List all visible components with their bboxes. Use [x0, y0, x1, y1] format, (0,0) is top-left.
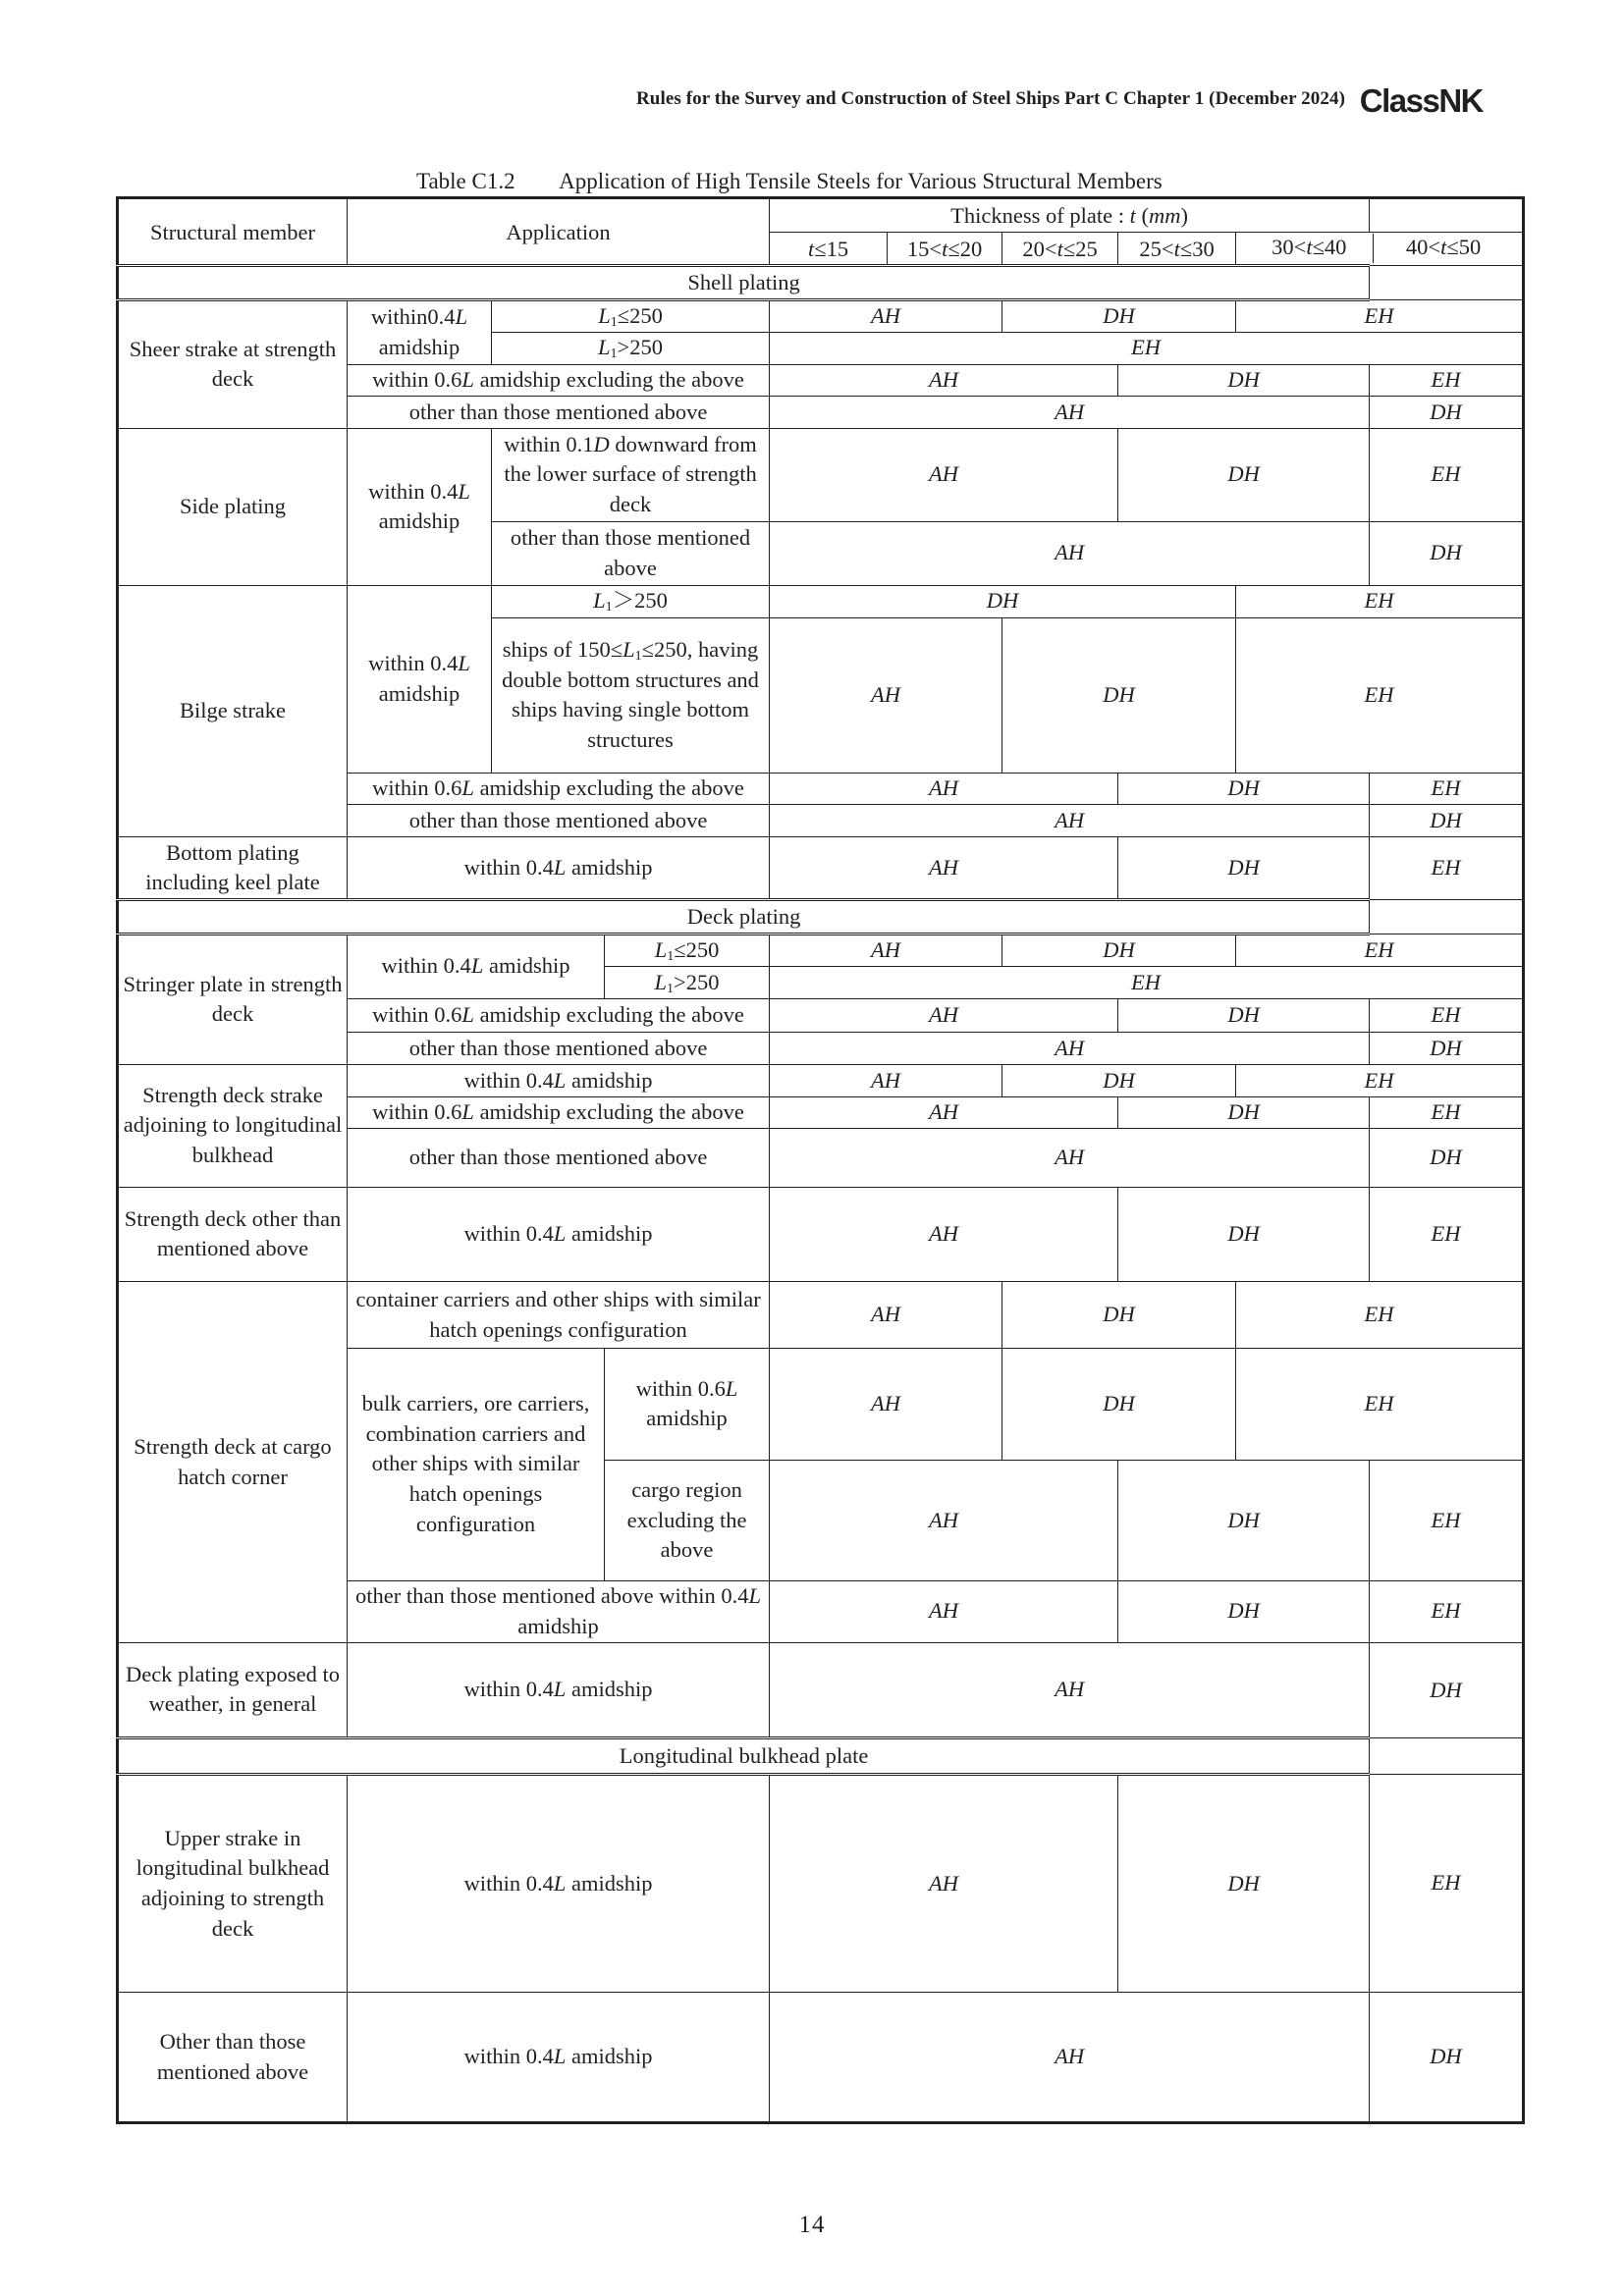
- grade-cell: AH: [770, 1774, 1118, 1992]
- grade-cell: AH: [770, 1129, 1370, 1187]
- hatch-app-2: bulk carriers, ore carriers, combination carriers and other ships with similar hatch openings configuration: [348, 1348, 605, 1580]
- strake-app-1: within 0.4L amidship: [348, 1065, 770, 1097]
- grade-cell: DH: [1370, 805, 1524, 837]
- grade-cell: AH: [770, 364, 1118, 397]
- grade-cell: DH: [1002, 299, 1236, 332]
- grade-cell: AH: [770, 1580, 1118, 1642]
- head-range-4: 25<t≤30: [1118, 232, 1236, 266]
- grade-cell: AH: [770, 1033, 1370, 1065]
- table-number: Table C1.2: [416, 169, 515, 193]
- grade-cell: EH: [1236, 934, 1524, 966]
- table-title: Application of High Tensile Steels for Various Structural Members: [559, 169, 1163, 193]
- grade-cell: EH: [1370, 428, 1524, 521]
- grade-cell: AH: [770, 428, 1118, 521]
- head-range-3: 20<t≤25: [1002, 232, 1118, 266]
- grade-cell: AH: [770, 1065, 1002, 1097]
- hatch-app-1: container carriers and other ships with similar hatch openings configuration: [348, 1282, 770, 1348]
- grade-cell: EH: [1370, 998, 1524, 1033]
- grade-cell: AH: [770, 1096, 1118, 1129]
- high-tensile-steel-table: [116, 196, 1525, 2124]
- member-upper-strake: Upper strake in longitudinal bulkhead adjoining to strength deck: [118, 1774, 348, 1992]
- grade-cell: EH: [1370, 1096, 1524, 1129]
- member-hatch-corner: Strength deck at cargo hatch corner: [118, 1282, 348, 1643]
- head-range-1: t≤15: [770, 232, 888, 266]
- grade-cell: EH: [770, 332, 1524, 364]
- bh-other-app: within 0.4L amidship: [348, 1993, 770, 2123]
- deck-other-app: within 0.4L amidship: [348, 1187, 770, 1282]
- strake-app-3: other than those mentioned above: [348, 1129, 770, 1187]
- grade-cell: AH: [770, 773, 1118, 805]
- table-caption: [416, 169, 1163, 194]
- grade-cell: DH: [1118, 773, 1370, 805]
- sheer-app-main: within0.4L amidship: [348, 299, 492, 364]
- sheer-cond-2: $L_1>250$: [492, 332, 770, 364]
- grade-cell: DH: [1118, 1461, 1370, 1580]
- side-cond-1: within 0.1D downward from the lower surface of strength deck: [492, 428, 770, 521]
- member-deck-strake: Strength deck strake adjoining to longitudinal bulkhead: [118, 1065, 348, 1188]
- grade-cell: DH: [1370, 1129, 1524, 1187]
- strake-app-2: within 0.6L amidship excluding the above: [348, 1096, 770, 1129]
- weather-app: within 0.4L amidship: [348, 1643, 770, 1738]
- grade-cell: DH: [1370, 397, 1524, 429]
- grade-cell: DH: [1118, 1580, 1370, 1642]
- head-range-5-6: [1236, 232, 1524, 266]
- classnk-logo: ClassNK: [1359, 82, 1483, 119]
- grade-cell: EH: [1236, 585, 1524, 617]
- grade-cell: AH: [770, 1282, 1002, 1348]
- grade-cell: EH: [1236, 617, 1524, 773]
- grade-cell: DH: [1118, 837, 1370, 900]
- grade-cell: DH: [1002, 617, 1236, 773]
- bilge-app-main: within 0.4L amidship: [348, 585, 492, 773]
- grade-cell: DH: [1118, 364, 1370, 397]
- grade-cell: EH: [1370, 1580, 1524, 1642]
- grade-cell: AH: [770, 1461, 1118, 1580]
- grade-cell: AH: [770, 299, 1002, 332]
- section-longitudinal-bulkhead: Longitudinal bulkhead plate: [118, 1737, 1370, 1774]
- grade-cell: EH: [770, 967, 1524, 999]
- side-app-main: within 0.4L amidship: [348, 428, 492, 585]
- grade-cell: EH: [1370, 1187, 1524, 1282]
- page-header: [0, 82, 1483, 122]
- running-title: Rules for the Survey and Construction of Steel Ships Part C Chapter 1 (December 2024): [635, 88, 1345, 109]
- upper-app: within 0.4L amidship: [348, 1774, 770, 1992]
- grade-cell: EH: [1236, 1065, 1524, 1097]
- section-deck-plating: Deck plating: [118, 900, 1370, 934]
- hatch-cond-2: cargo region excluding the above: [605, 1461, 770, 1580]
- grade-cell: DH: [1002, 934, 1236, 966]
- sheer-app-2: within 0.6L amidship excluding the above: [348, 364, 770, 397]
- member-stringer-plate: Stringer plate in strength deck: [118, 934, 348, 1064]
- head-structural-member: Structural member: [118, 198, 348, 266]
- grade-cell: EH: [1370, 1461, 1524, 1580]
- grade-cell: EH: [1370, 773, 1524, 805]
- grade-cell: AH: [770, 1643, 1370, 1738]
- bilge-app-2: within 0.6L amidship excluding the above: [348, 773, 770, 805]
- grade-cell: AH: [770, 837, 1118, 900]
- member-bulkhead-other: Other than those mentioned above: [118, 1993, 348, 2123]
- member-deck-weather: Deck plating exposed to weather, in general: [118, 1643, 348, 1738]
- stringer-app-main: within 0.4L amidship: [348, 934, 605, 998]
- hatch-cond-1: within 0.6L amidship: [605, 1348, 770, 1460]
- grade-cell: DH: [1118, 428, 1370, 521]
- grade-cell: AH: [770, 934, 1002, 966]
- stringer-cond-1: $L_1\le 250$: [605, 934, 770, 966]
- grade-cell: DH: [1002, 1065, 1236, 1097]
- stringer-app-2: within 0.6L amidship excluding the above: [348, 998, 770, 1033]
- grade-cell: DH: [1118, 1096, 1370, 1129]
- sheer-cond-1: $L_1\le 250$: [492, 299, 770, 332]
- bottom-app: within 0.4L amidship: [348, 837, 770, 900]
- grade-cell: EH: [1236, 1282, 1524, 1348]
- member-bilge-strake: Bilge strake: [118, 585, 348, 836]
- bilge-cond-1: $L_1>250$: [492, 585, 770, 617]
- head-range-6: 40<t≤50: [1405, 234, 1482, 259]
- grade-cell: DH: [1370, 1033, 1524, 1065]
- grade-cell: DH: [1118, 998, 1370, 1033]
- head-range-2: 15<t≤20: [888, 232, 1002, 266]
- stringer-app-3: other than those mentioned above: [348, 1033, 770, 1065]
- member-bottom-plating: Bottom plating including keel plate: [118, 837, 348, 900]
- grade-cell: EH: [1236, 299, 1524, 332]
- side-cond-2: other than those mentioned above: [492, 521, 770, 585]
- grade-cell: EH: [1236, 1348, 1524, 1460]
- grade-cell: AH: [770, 998, 1118, 1033]
- grade-cell: AH: [770, 397, 1370, 429]
- hatch-app-3: other than those mentioned above within 0.4L amidship: [348, 1580, 770, 1642]
- grade-cell: AH: [770, 617, 1002, 773]
- bilge-cond-2: ships of $150\le L_1\le 250$, having double bottom structures and ships having single bottom structures: [492, 617, 770, 773]
- grade-cell: EH: [1370, 1774, 1524, 1992]
- head-thickness: Thickness of plate : t (mm): [770, 198, 1370, 233]
- grade-cell: AH: [770, 1348, 1002, 1460]
- member-side-plating: Side plating: [118, 428, 348, 585]
- grade-cell: DH: [1370, 1993, 1524, 2123]
- page-number: 14: [798, 2212, 826, 2238]
- grade-cell: DH: [1002, 1282, 1236, 1348]
- bilge-app-3: other than those mentioned above: [348, 805, 770, 837]
- member-sheer-strake: Sheer strake at strength deck: [118, 299, 348, 428]
- grade-cell: AH: [770, 521, 1370, 585]
- section-shell-plating: Shell plating: [118, 266, 1370, 299]
- grade-cell: DH: [1118, 1774, 1370, 1992]
- grade-cell: DH: [1118, 1187, 1370, 1282]
- grade-cell: DH: [1002, 1348, 1236, 1460]
- sheer-app-3: other than those mentioned above: [348, 397, 770, 429]
- grade-cell: AH: [770, 1187, 1118, 1282]
- grade-cell: DH: [1370, 1643, 1524, 1738]
- head-range-5: 30<t≤40: [1272, 234, 1347, 259]
- stringer-cond-2: $L_1>250$: [605, 967, 770, 999]
- grade-cell: AH: [770, 805, 1370, 837]
- grade-cell: EH: [1370, 837, 1524, 900]
- head-application: Application: [348, 198, 770, 266]
- member-deck-other: Strength deck other than mentioned above: [118, 1187, 348, 1282]
- grade-cell: DH: [1370, 521, 1524, 585]
- grade-cell: DH: [770, 585, 1236, 617]
- grade-cell: AH: [770, 1993, 1370, 2123]
- grade-cell: EH: [1370, 364, 1524, 397]
